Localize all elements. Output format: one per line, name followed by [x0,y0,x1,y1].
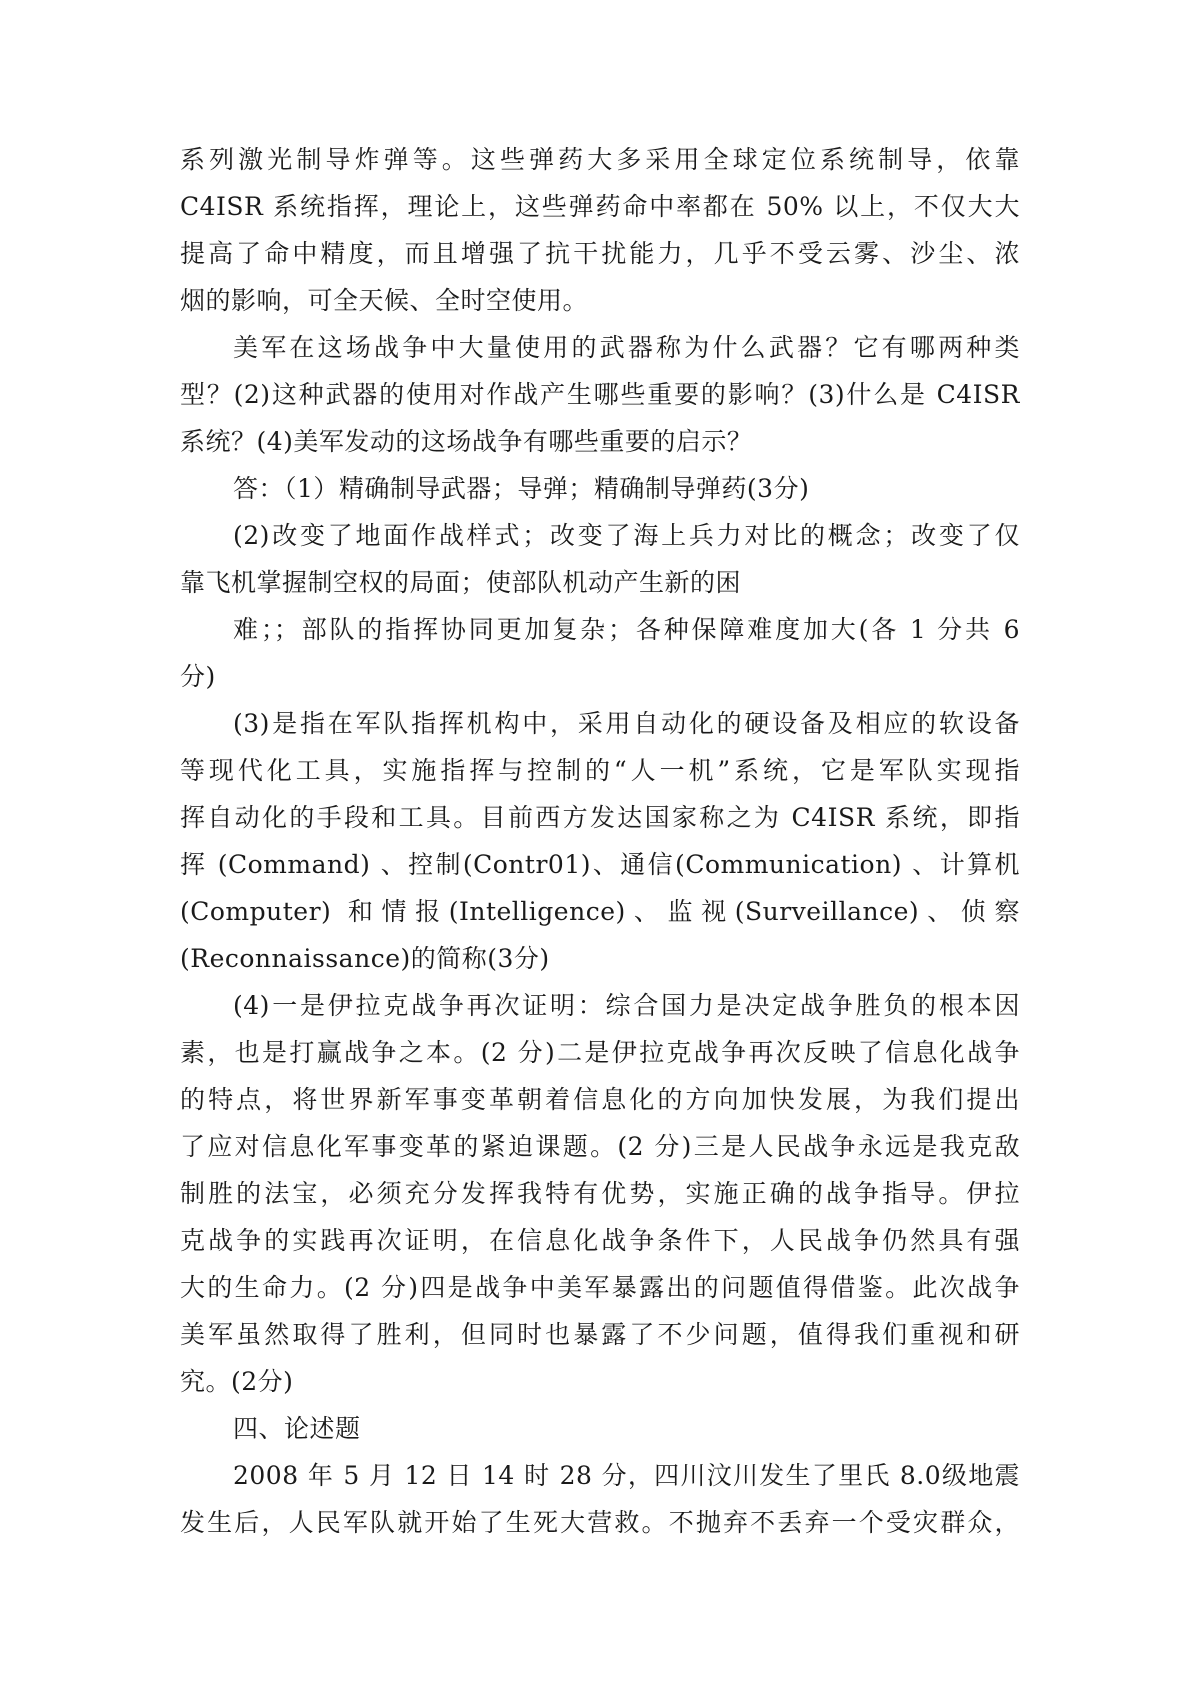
answer-line: (Reconnaissance)的简称(3分) [180,944,550,973]
answer-line: 答：（1）精确制导武器；导弹；精确制导弹药(3分) [233,474,810,503]
answer-line: 挥自动化的手段和工具。目前西方发达国家称之为 C4ISR 系统，即指 [180,803,1020,832]
answer-line: 制胜的法宝，必须充分发挥我特有优势，实施正确的战争指导。伊拉 [180,1179,1020,1208]
answer-line: 大的生命力。(2 分)四是战争中美军暴露出的问题值得借鉴。此次战争 [180,1273,1020,1302]
answer-line: 挥 (Command) 、控制(Contr01)、通信(Communication) 、计算机 [180,850,1020,879]
question-line: 系统？(4)美军发动的这场战争有哪些重要的启示？ [180,427,753,456]
answer-line: (4)一是伊拉克战争再次证明：综合国力是决定战争胜负的根本因 [233,991,1020,1020]
answer-line: 的特点，将世界新军事变革朝着信息化的方向加快发展，为我们提出 [180,1085,1020,1114]
text-line: 系列激光制导炸弹等。这些弹药大多采用全球定位系统制导，依靠 [180,145,1020,174]
answer-line: 素，也是打赢战争之本。(2 分)二是伊拉克战争再次反映了信息化战争 [180,1038,1020,1067]
text-line: 发生后，人民军队就开始了生死大营救。不抛弃不丢弃一个受灾群众， [180,1508,1020,1537]
document-body [180,136,1020,1546]
text-line: 2008 年 5 月 12 日 14 时 28 分，四川汶川发生了里氏 8.0级地震 [233,1461,1020,1490]
text-line: C4ISR 系统指挥，理论上，这些弹药命中率都在 50% 以上，不仅大大 [180,192,1020,221]
answer-line: 靠飞机掌握制空权的局面；使部队机动产生新的困 [180,568,742,597]
question-line: 型？(2)这种武器的使用对作战产生哪些重要的影响？(3)什么是 C4ISR [180,380,1020,409]
text-line: 提高了命中精度，而且增强了抗干扰能力，几乎不受云雾、沙尘、浓 [180,239,1020,268]
answer-line: (Computer) 和情报(Intelligence)、监视(Surveillance)、侦察 [180,897,1020,926]
answer-line: 美军虽然取得了胜利，但同时也暴露了不少问题，值得我们重视和研 [180,1320,1020,1349]
answer-line: 究。(2分) [180,1367,294,1396]
answer-line: 分) [180,662,216,691]
answer-line: (2)改变了地面作战样式；改变了海上兵力对比的概念；改变了仅 [233,521,1020,550]
text-line: 烟的影响，可全天候、全时空使用。 [180,286,589,315]
answer-line: 了应对信息化军事变革的紧迫课题。(2 分)三是人民战争永远是我克敌 [180,1132,1020,1161]
section-heading: 四、论述题 [233,1414,361,1443]
question-line: 美军在这场战争中大量使用的武器称为什么武器？它有哪两种类 [233,333,1020,362]
answer-line: 等现代化工具，实施指挥与控制的“人一机”系统，它是军队实现指 [180,756,1020,785]
answer-line: 难；；部队的指挥协同更加复杂；各种保障难度加大(各 1 分共 6 [233,615,1020,644]
answer-line: 克战争的实践再次证明，在信息化战争条件下，人民战争仍然具有强 [180,1226,1020,1255]
answer-line: (3)是指在军队指挥机构中，采用自动化的硬设备及相应的软设备 [233,709,1020,738]
